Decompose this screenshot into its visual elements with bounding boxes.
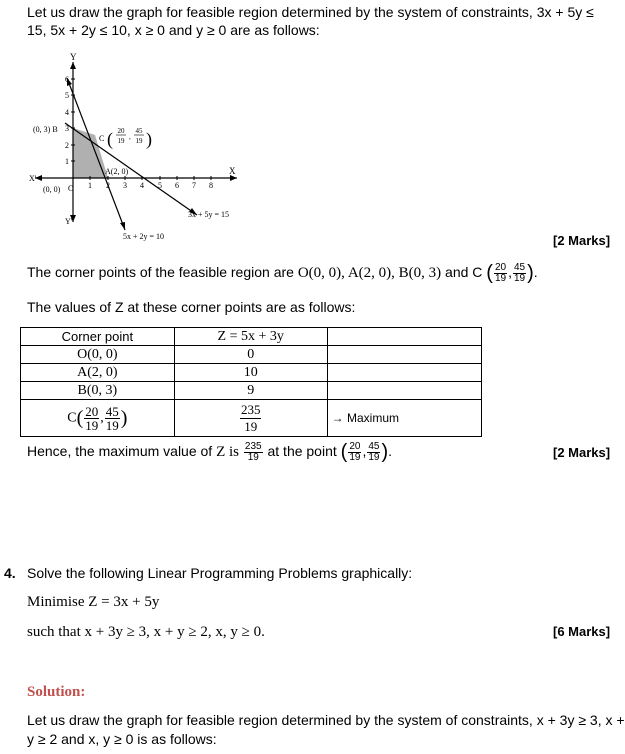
table-cell-maximum-note: → Maximum bbox=[327, 400, 481, 437]
point-c-comma: , bbox=[129, 133, 131, 141]
corner-prefix: The corner points of the feasible region are bbox=[27, 264, 298, 281]
table-cell-c-z: $\frac{235}{19}$ bbox=[174, 400, 327, 437]
question-number: 4. bbox=[4, 565, 16, 581]
x-tick-4: 4 bbox=[140, 181, 144, 190]
y-tick-4: 4 bbox=[65, 108, 69, 117]
table-row-c bbox=[21, 400, 482, 437]
point-c-open-paren: ( bbox=[107, 129, 113, 149]
feasible-region-graph bbox=[25, 50, 255, 250]
c-x-fraction: $\frac{20}{19}$ bbox=[494, 262, 507, 284]
point-c-label: C bbox=[99, 134, 105, 143]
table-cell: 9 bbox=[174, 382, 327, 400]
axis-x-label: X bbox=[229, 166, 236, 176]
y-tick-6: 6 bbox=[65, 75, 69, 84]
table-header-empty bbox=[327, 328, 481, 346]
y-tick-5: 5 bbox=[65, 91, 69, 100]
y-tick-3: 3 bbox=[65, 124, 69, 133]
point-c-num2: 45 bbox=[135, 127, 143, 135]
point-c-num1: 20 bbox=[117, 127, 125, 135]
table-header-row bbox=[21, 328, 482, 346]
max-z-fraction: $\frac{235}{19}$ bbox=[244, 441, 262, 463]
solution-line-1: Let us draw the graph for feasible region determined by the system of constraints, x + 3y ≥ 3, x + bbox=[27, 712, 625, 728]
table-cell bbox=[327, 382, 481, 400]
solution-line-2: y ≥ 2 and x, y ≥ 0 is as follows: bbox=[27, 731, 217, 747]
x-tick-7: 7 bbox=[192, 181, 196, 190]
y-tick-1: 1 bbox=[65, 157, 69, 166]
c-y-fraction: $\frac{45}{19}$ bbox=[513, 262, 526, 284]
table-cell: B(0, 3) bbox=[21, 382, 175, 400]
marks-label-1: [2 Marks] bbox=[553, 233, 611, 248]
point-b-label: (0, 3) B bbox=[33, 125, 58, 134]
table-cell: A(2, 0) bbox=[21, 364, 175, 382]
question-constraints: such that x + 3y ≥ 3, x + y ≥ 2, x, y ≥ 0. bbox=[27, 624, 265, 640]
marks-label-2: [2 Marks] bbox=[553, 445, 611, 460]
line-label-3x5y: 3x + 5y = 15 bbox=[188, 210, 230, 219]
table-cell: 10 bbox=[174, 364, 327, 382]
x-tick-8: 8 bbox=[209, 181, 213, 190]
point-a-label: A(2, 0) bbox=[105, 167, 129, 176]
corner-points-sentence: The corner points of the feasible region are O(0, 0), A(2, 0), B(0, 3) and C ( $\frac{20}{19}$ , $\frac{45}{19}$ ). bbox=[27, 262, 538, 284]
question-objective: Minimise Z = 3x + 5y bbox=[27, 594, 160, 610]
point-c-close-paren: ) bbox=[146, 129, 152, 149]
hence-sentence: Hence, the maximum value of Z is $\frac{235}{19}$ at the point ( $\frac{20}{19}$ , $\frac{45}{19}$ ). bbox=[27, 441, 393, 463]
values-sentence: The values of Z at these corner points are as follows: bbox=[27, 299, 356, 315]
table-cell: 0 bbox=[174, 346, 327, 364]
table-row bbox=[21, 382, 482, 400]
table-header-z: Z = 5x + 3y bbox=[174, 328, 327, 346]
axis-y-prime-label: Y' bbox=[65, 217, 73, 226]
table-cell bbox=[327, 364, 481, 382]
corner-points-list: O(0, 0), A(2, 0), B(0, 3) bbox=[297, 265, 442, 282]
table-cell: O(0, 0) bbox=[21, 346, 175, 364]
marks-label-3: [6 Marks] bbox=[553, 624, 611, 639]
x-tick-3: 3 bbox=[123, 181, 127, 190]
y-tick-2: 2 bbox=[65, 141, 69, 150]
corner-values-table bbox=[20, 327, 482, 437]
x-tick-1: 1 bbox=[88, 181, 92, 190]
point-c-den1: 19 bbox=[117, 137, 125, 145]
solution-heading: Solution: bbox=[27, 684, 86, 700]
table-row bbox=[21, 346, 482, 364]
close-paren: ) bbox=[527, 262, 534, 284]
corner-and-c: and C bbox=[441, 264, 487, 281]
line-label-5x2y: 5x + 2y = 10 bbox=[123, 232, 165, 241]
point-c-den2: 19 bbox=[135, 137, 143, 145]
x-tick-2: 2 bbox=[106, 181, 110, 190]
axis-x-prime-label: X' bbox=[29, 174, 37, 183]
intro-line-2: 15, 5x + 2y ≤ 10, x ≥ 0 and y ≥ 0 are as follows: bbox=[27, 22, 320, 38]
point-o-letter: O bbox=[68, 184, 74, 193]
axis-y-label: Y bbox=[70, 52, 77, 62]
open-paren: ( bbox=[486, 262, 493, 284]
table-header-corner: Corner point bbox=[21, 328, 175, 346]
table-cell-c-point: C( $\frac{20}{19}$ , $\frac{45}{19}$ ) bbox=[21, 400, 175, 437]
point-o-label: (0, 0) bbox=[43, 185, 61, 194]
x-tick-5: 5 bbox=[158, 181, 162, 190]
intro-line-1: Let us draw the graph for feasible region determined by the system of constraints, 3x + 5y ≤ bbox=[27, 4, 594, 20]
question-text: Solve the following Linear Programming Problems graphically: bbox=[27, 565, 413, 581]
x-tick-6: 6 bbox=[175, 181, 179, 190]
table-cell bbox=[327, 346, 481, 364]
table-row bbox=[21, 364, 482, 382]
